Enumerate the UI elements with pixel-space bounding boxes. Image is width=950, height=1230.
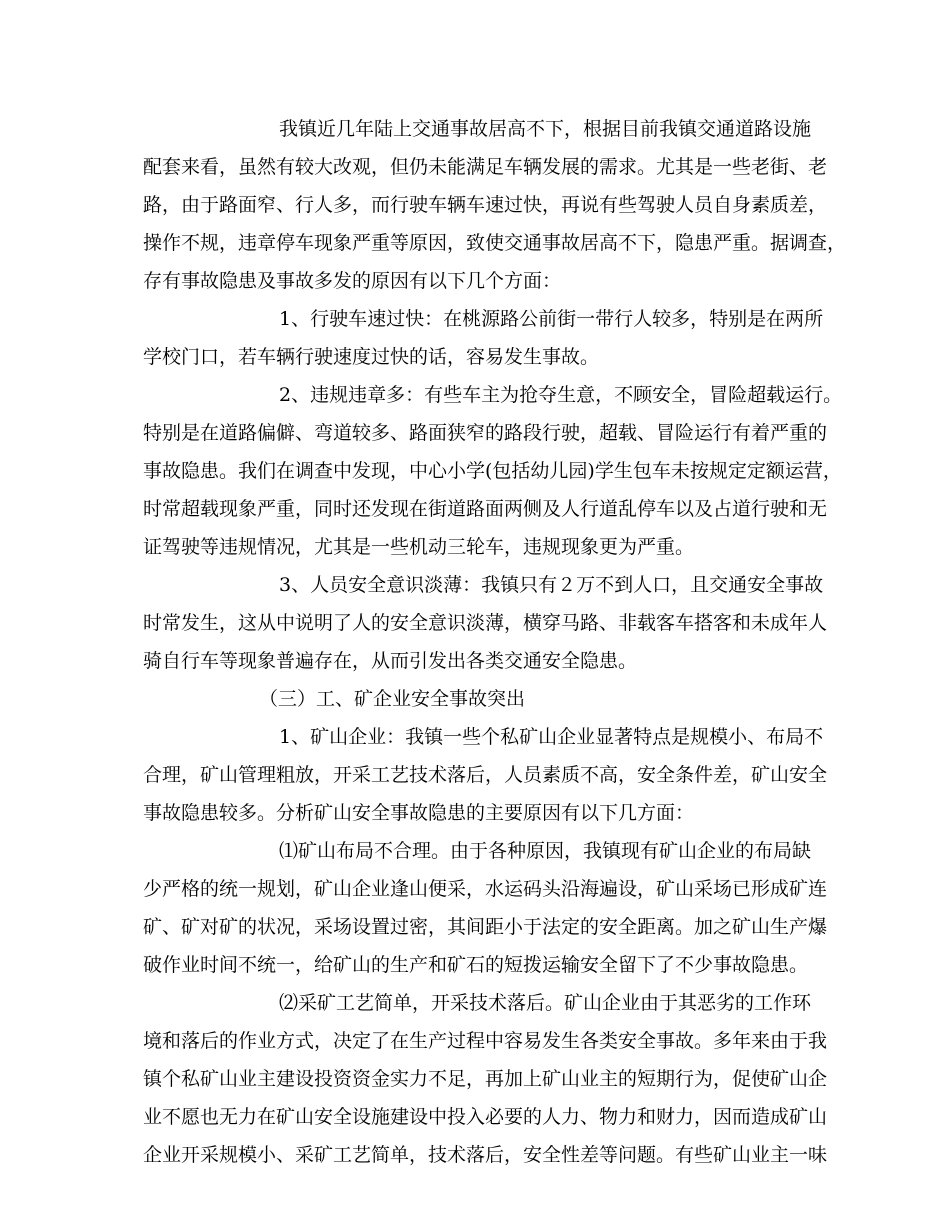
text-line: 镇个私矿山业主建设投资资金实力不足，再加上矿山业主的短期行为，促使矿山企 [143, 1068, 828, 1090]
text-line: 时常发生，这从中说明了人的安全意识淡薄，横穿马路、非载客车搭客和未成年人 [143, 612, 828, 634]
text-line: 境和落后的作业方式，决定了在生产过程中容易发生各类安全事故。多年来由于我 [143, 1030, 828, 1052]
paragraph-first-line: ⑵采矿工艺简单，开采技术落后。矿山企业由于其恶劣的工作环 [279, 992, 812, 1014]
text-line: 操作不规，违章停车现象严重等原因，致使交通事故居高不下，隐患严重。据调查， [143, 232, 847, 254]
paragraph-first-line: 3、人员安全意识淡薄：我镇只有２万不到人口，且交通安全事故 [279, 574, 824, 596]
text-line: 合理，矿山管理粗放，开采工艺技术落后，人员素质不高，安全条件差，矿山安全 [143, 764, 828, 786]
paragraph-first-line: 1、行驶车速过快：在桃源路公前街一带行人较多，特别是在两所 [279, 308, 824, 330]
text-line: 特别是在道路偏僻、弯道较多、路面狭窄的路段行驶，超载、冒险运行有着严重的 [143, 422, 828, 444]
text-line: 时常超载现象严重，同时还发现在街道路面两侧及人行道乱停车以及占道行驶和无 [143, 498, 828, 520]
section-heading: （三）工、矿企业安全事故突出 [259, 688, 526, 710]
text-line: 事故隐患。我们在调查中发现，中心小学(包括幼儿园)学生包车未按规定定额运营， [143, 460, 842, 482]
text-line: 路，由于路面窄、行人多，而行驶车辆车速过快，再说有些驾驶人员自身素质差， [143, 194, 828, 216]
paragraph-first-line: 我镇近几年陆上交通事故居高不下，根据目前我镇交通道路设施 [279, 118, 812, 140]
paragraph-first-line: 2、违规违章多：有些车主为抢夺生意，不顾安全，冒险超载运行。 [279, 384, 843, 406]
text-line: 破作业时间不统一，给矿山的生产和矿石的短拨运输安全留下了不少事故隐患。 [143, 954, 809, 976]
text-line: 矿、矿对矿的状况，采场设置过密，其间距小于法定的安全距离。加之矿山生产爆 [143, 916, 828, 938]
text-line: 事故隐患较多。分析矿山安全事故隐患的主要原因有以下几方面： [143, 802, 695, 824]
text-line: 证驾驶等违规情况，尤其是一些机动三轮车，违规现象更为严重。 [143, 536, 695, 558]
text-line: 少严格的统一规划，矿山企业逢山便采，水运码头沿海遍设，矿山采场已形成矿连 [143, 878, 828, 900]
paragraph-first-line: ⑴矿山布局不合理。由于各种原因，我镇现有矿山企业的布局缺 [279, 840, 812, 862]
text-line: 配套来看，虽然有较大改观，但仍未能满足车辆发展的需求。尤其是一些老街、老 [143, 156, 828, 178]
text-line: 业不愿也无力在矿山安全设施建设中投入必要的人力、物力和财力，因而造成矿山 [143, 1106, 828, 1128]
text-line: 学校门口，若车辆行驶速度过快的话，容易发生事故。 [143, 346, 600, 368]
text-line: 企业开采规模小、采矿工艺简单，技术落后，安全性差等问题。有些矿山业主一味 [143, 1144, 828, 1166]
text-line: 骑自行车等现象普遍存在，从而引发出各类交通安全隐患。 [143, 650, 638, 672]
paragraph-first-line: 1、矿山企业：我镇一些个私矿山企业显著特点是规模小、布局不 [279, 726, 824, 748]
text-line: 存有事故隐患及事故多发的原因有以下几个方面： [143, 270, 562, 292]
